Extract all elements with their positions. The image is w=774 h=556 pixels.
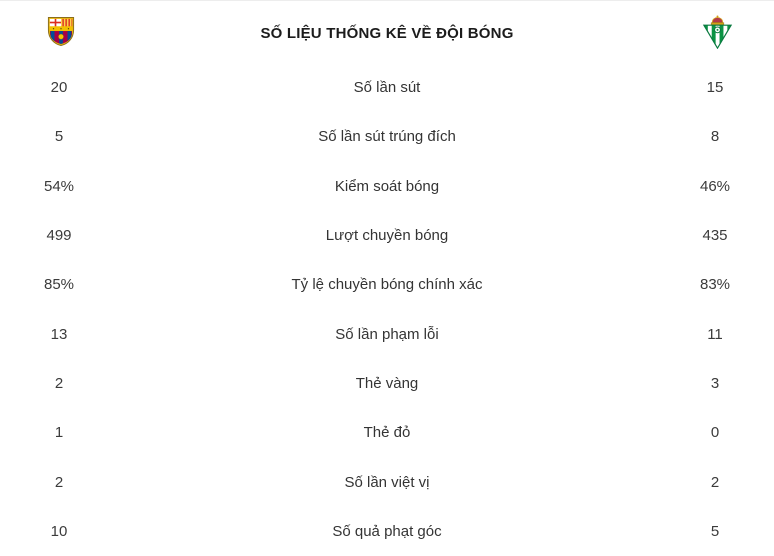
home-team-value: 85% xyxy=(43,276,75,294)
away-team-value: 3 xyxy=(710,374,720,392)
stats-table xyxy=(0,63,774,556)
home-team-value: 1 xyxy=(54,424,64,442)
page-title: SỐ LIỆU THỐNG KÊ VỀ ĐỘI BÓNG xyxy=(260,25,514,42)
stat-label: Số lần sút xyxy=(353,79,421,97)
away-team-value: 11 xyxy=(707,325,723,343)
away-team-value: 0 xyxy=(710,424,720,442)
stat-row xyxy=(0,112,774,161)
home-team-value: 54% xyxy=(43,177,75,195)
stat-label: Số lần phạm lỗi xyxy=(335,325,439,343)
stats-header xyxy=(0,1,774,63)
stat-label: Thẻ vàng xyxy=(355,374,419,392)
away-team-value: 83% xyxy=(699,276,731,294)
stat-row xyxy=(0,260,774,309)
home-team-value: 2 xyxy=(54,473,64,491)
home-team-value: 13 xyxy=(50,325,68,343)
home-team-value: 5 xyxy=(54,128,64,146)
away-team-value: 5 xyxy=(710,522,720,540)
stat-row xyxy=(0,359,774,408)
home-team-value: 2 xyxy=(54,374,64,392)
away-team-value: 8 xyxy=(710,128,720,146)
stat-row xyxy=(0,507,774,556)
stat-row xyxy=(0,211,774,260)
stat-label: Số lần sút trúng đích xyxy=(318,128,456,146)
stat-row xyxy=(0,457,774,506)
real-betis-crest-icon xyxy=(702,15,733,49)
away-team-value: 15 xyxy=(706,79,724,97)
stat-label: Tỷ lệ chuyền bóng chính xác xyxy=(291,276,483,294)
stat-row xyxy=(0,63,774,112)
home-team-value: 10 xyxy=(50,522,68,540)
stat-label: Thẻ đỏ xyxy=(363,424,411,442)
stat-label: Số quả phạt góc xyxy=(332,522,442,540)
home-team-value: 499 xyxy=(46,227,72,245)
stat-row xyxy=(0,162,774,211)
stat-label: Kiểm soát bóng xyxy=(334,177,440,195)
away-team-value: 2 xyxy=(710,473,720,491)
away-team-value: 435 xyxy=(702,227,728,245)
stat-label: Lượt chuyền bóng xyxy=(325,227,449,245)
stat-row xyxy=(0,408,774,457)
stat-label: Số lần việt vị xyxy=(344,473,430,491)
away-team-value: 46% xyxy=(699,177,731,195)
home-team-value: 20 xyxy=(50,79,68,97)
stat-row xyxy=(0,309,774,358)
